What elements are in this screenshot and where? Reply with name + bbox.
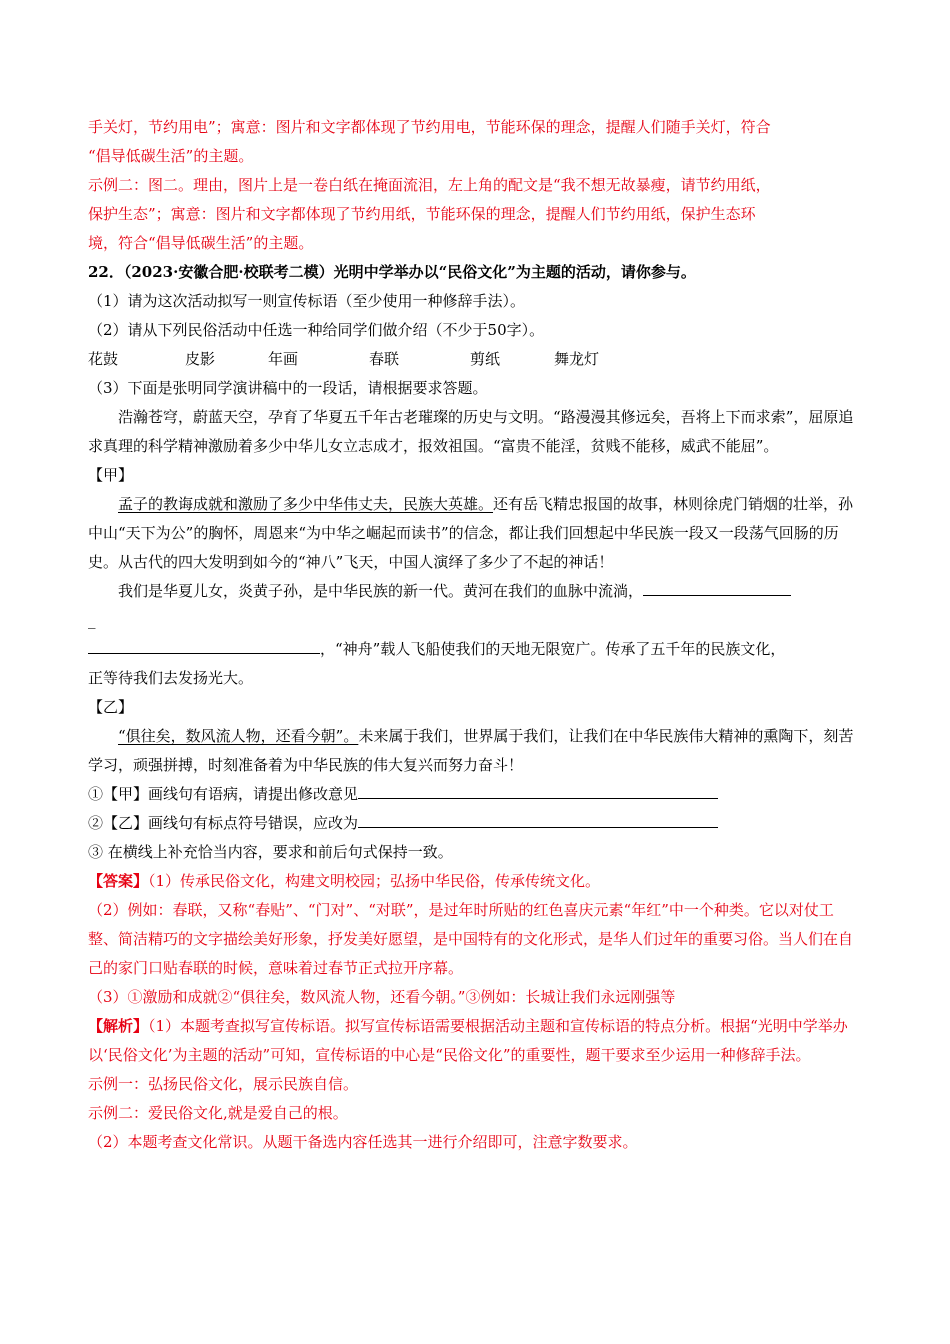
- answer-line: 【答案】（1）传承民俗文化，构建文明校园；弘扬中华民俗，传承传统文化。: [88, 872, 601, 890]
- option-item: 春联: [369, 350, 400, 368]
- option-item: 花鼓: [88, 350, 119, 368]
- example-two-line: 保护生态”；寓意：图片和文字都体现了节约用纸，节能环保的理念，提醒人们节约用纸，保护生态环: [88, 205, 756, 223]
- prev-answer-line: “倡导低碳生活”的主题。: [88, 147, 254, 165]
- answer-part-2: （2）例如：春联，又称“春贴”、“门对”、“对联”，是过年时所贴的红色喜庆元素“年红”中一个种类。它以对仗工整、简洁精巧的文字描绘美好形象，抒发美好愿望，是中国特有的文化形式，是华人们过年的重要习俗。当人们在自己的家门口贴春联的时候，意味着过春节正式拉开序幕。: [88, 901, 854, 977]
- yi-paragraph: “俱往矣，数风流人物，还看今朝”。未来属于我们，世界属于我们，让我们在中华民族伟大精神的熏陶下，刻苦学习，顽强拼搏，时刻准备着为中华民族的伟大复兴而努力奋斗！: [88, 727, 854, 774]
- sub-question-1: ①【甲】画线句有语病，请提出修改意见: [88, 780, 863, 809]
- prev-answer-line: 手关灯，节约用电”；寓意：图片和文字都体现了节约用电，节能环保的理念，提醒人们随手关灯，符合: [88, 118, 771, 136]
- option-item: 剪纸: [470, 350, 501, 368]
- example-two-line: 境，符合“倡导低碳生活”的主题。: [88, 234, 314, 252]
- option-item: 舞龙灯: [554, 350, 600, 368]
- speech-paragraph-1: 浩瀚苍穹，蔚蓝天空，孕育了华夏五千年古老璀璨的历史与文明。“路漫漫其修远矣，吾将上下而求索”，屈原追求真理的科学精神激励着多少中华儿女立志成才，报效祖国。“富贵不能淫，贫贱不能移，威武不能屈”。: [88, 408, 854, 455]
- fill-blank-line[interactable]: [643, 577, 791, 596]
- analysis-label: 【解析】: [88, 1017, 149, 1035]
- folk-activity-options: [88, 345, 863, 374]
- answer-part-3: （3）①激励和成就②“俱往矣，数风流人物，还看今朝。”③例如：长城让我们永远刚强等: [88, 988, 676, 1006]
- jia-paragraph: 孟子的教诲成就和激励了多少中华伟丈夫，民族大英雄。还有岳飞精忠报国的故事，林则徐虎门销烟的壮举，孙中山“天下为公”的胸怀，周恩来“为中华之崛起而读书”的信念，都让我们回想起中华民族一段又一段荡气回肠的历史。从古代的四大发明到如今的“神八”飞天，中国人演绎了多少了不起的神话！: [88, 495, 854, 571]
- option-item: 皮影: [185, 350, 216, 368]
- question-part-3: （3）下面是张明同学演讲稿中的一段话，请根据要求答题。: [88, 379, 488, 397]
- jia-label: 【甲】: [88, 466, 134, 484]
- question-part-2: （2）请从下列民俗活动中任选一种给同学们做介绍（不少于50字）。: [88, 321, 545, 339]
- answer-blank-line[interactable]: [358, 780, 718, 799]
- answer-blank-line[interactable]: [358, 809, 718, 828]
- analysis-part-2: （2）本题考查文化常识。从题干备选内容任选其一进行介绍即可，注意字数要求。: [88, 1133, 638, 1151]
- jia-underlined-sentence: 孟子的教诲成就和激励了多少中华伟丈夫，民族大英雄。: [118, 495, 494, 513]
- yi-underlined-sentence: “俱往矣，数风流人物，还看今朝”。: [118, 727, 359, 745]
- document-content: [88, 113, 863, 1157]
- analysis-example-1: 示例一：弘扬民俗文化，展示民族自信。: [88, 1075, 359, 1093]
- yi-label: 【乙】: [88, 698, 134, 716]
- analysis-example-2: 示例二：爱民俗文化,就是爱自己的根。: [88, 1104, 348, 1122]
- option-item: 年画: [268, 350, 299, 368]
- analysis-paragraph: 【解析】（1）本题考查拟写宣传标语。拟写宣传标语需要根据活动主题和宣传标语的特点分析。根据“光明中学举办以‘民俗文化’为主题的活动”可知，宣传标语的中心是“民俗文化”的重要性，题干要求至少运用一种修辞手法。: [88, 1017, 848, 1064]
- sub-question-2: ②【乙】画线句有标点符号错误，应改为: [88, 809, 863, 838]
- speech-paragraph-3-end: 正等待我们去发扬光大。: [88, 669, 254, 687]
- example-two-line: 示例二：图二。理由，图片上是一卷白纸在掩面流泪，左上角的配文是“我不想无故暴瘦，请节约用纸，: [88, 176, 771, 194]
- question-title: 22．（2023·安徽合肥·校联考二模）光明中学举办以“民俗文化”为主题的活动，请你参与。: [88, 263, 696, 281]
- fill-blank-line[interactable]: [88, 635, 320, 654]
- speech-paragraph-3: 我们是华夏儿女，炎黄子孙，是中华民族的新一代。黄河在我们的血脉中流淌，: [88, 577, 863, 606]
- blank-continuation-mark: _: [88, 611, 96, 629]
- answer-label: 【答案】: [88, 872, 149, 890]
- speech-paragraph-3-cont: ，“神舟”载人飞船使我们的天地无限宽广。传承了五千年的民族文化，: [88, 635, 863, 664]
- sub-question-3: ③ 在横线上补充恰当内容，要求和前后句式保持一致。: [88, 843, 453, 861]
- question-part-1: （1）请为这次活动拟写一则宣传标语（至少使用一种修辞手法）。: [88, 292, 526, 310]
